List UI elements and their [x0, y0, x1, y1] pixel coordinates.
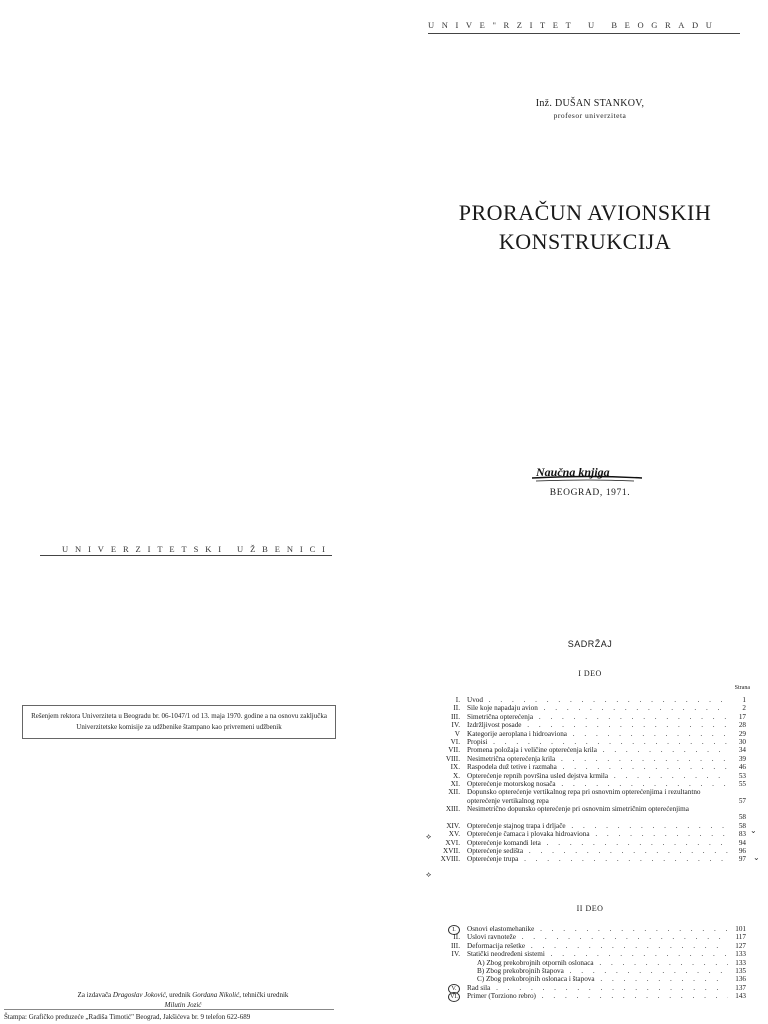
- toc-entry: [420, 959, 750, 967]
- toc-entry-title: Opterećenje motorskog nosača . . .: [467, 780, 728, 788]
- toc-entry-title: Opterećenje trupa . . .: [467, 855, 728, 863]
- toc-entry-page: 94: [738, 838, 746, 847]
- author-block: [490, 98, 690, 122]
- toc-entry: [420, 855, 750, 863]
- toc-entry-number: III.: [451, 941, 460, 950]
- toc-entry: [420, 755, 750, 763]
- toc-entry-page: 2: [742, 704, 746, 713]
- toc-entry-page: 55: [738, 779, 746, 788]
- margin-mark: ⟡: [426, 832, 432, 841]
- toc-entry: [420, 780, 750, 788]
- toc-entry-title: Opterećenje komandi leta . . .: [467, 839, 728, 847]
- toc-entry: [420, 772, 750, 780]
- toc-entry: [420, 950, 750, 958]
- author-name: Inž. DUŠAN STANKOV,: [535, 98, 645, 109]
- toc-entry-number: II.: [453, 933, 460, 942]
- toc-entry-number: X.: [453, 771, 460, 780]
- toc-entry-number: IX.: [450, 763, 460, 772]
- toc-entry-page: 46: [738, 763, 746, 772]
- toc-entry: [420, 805, 750, 822]
- toc-part1: [420, 696, 750, 864]
- toc-entry-title: Opterećenje stajnog trapa i drljače . . .: [467, 822, 728, 830]
- credits-name-3: Milutin Jozić: [164, 1001, 202, 1009]
- svg-text:Naučna knjiga: Naučna knjiga: [536, 465, 610, 479]
- toc-entry-page: 29: [738, 729, 746, 738]
- toc-entry: [420, 847, 750, 855]
- toc-entry-page: 117: [735, 933, 746, 942]
- place-year: BEOGRAD, 1971.: [549, 488, 631, 498]
- toc-entry: [420, 967, 750, 975]
- toc-entry-number: XVI.: [445, 838, 460, 847]
- toc-entry-number: IV.: [451, 950, 460, 959]
- toc-entry-title: Propisi . . .: [467, 738, 728, 746]
- toc-entry: [420, 763, 750, 771]
- author-role: profesor univerziteta: [553, 111, 627, 120]
- credits: [30, 990, 336, 1010]
- toc-entry-title: Nesimetrična opterećenja krila . . .: [467, 755, 728, 763]
- toc-entry-number: II.: [453, 704, 460, 713]
- toc-entry-title: A) Zbog prekobrojnih otpornih oslonaca . . .: [477, 959, 728, 967]
- toc-entry-number: V: [454, 729, 460, 738]
- toc-part2: [420, 925, 750, 1001]
- toc-entry-title: Rad sila . . .: [467, 984, 728, 992]
- toc-entry-title: Uvod . . .: [467, 696, 728, 704]
- toc-entry-page: 133: [735, 950, 746, 959]
- toc-entry-number: XVIII.: [440, 855, 460, 864]
- toc-entry-title: Kategorije aeroplana i hidroaviona . . .: [467, 730, 728, 738]
- toc-entry-page: 34: [738, 746, 746, 755]
- toc-entry-title: Osnovi elastomehanike . . .: [467, 925, 728, 933]
- toc-entry: [420, 830, 750, 838]
- toc-entry-page: 133: [735, 958, 746, 967]
- toc-entry: [420, 738, 750, 746]
- approval-box: [22, 705, 336, 739]
- toc-entry-title: Nesimetrično dopunsko opterećenje pri osnovnim simetričnim opterećenjima: [467, 805, 689, 814]
- toc-entry-title: Opterećenje čamaca i plovaka hidroaviona . . .: [467, 830, 728, 838]
- toc-entry-title: Raspodela duž tetive i razmaha . . .: [467, 763, 728, 771]
- toc-entry-page: 58: [738, 821, 746, 830]
- page-column-label: Strana: [734, 685, 750, 691]
- toc-entry-title: Opterećenje sedišta . . .: [467, 847, 728, 855]
- approval-text: Rešenjem rektora Univerziteta u Beogradu br. 06-1047/1 od 13. maja 1970. godine a na osnovu zaključka Univerzitetske komisije za udžbenike štampano kao privremeni udžbenik: [31, 712, 327, 731]
- toc-entry-page: 96: [738, 847, 746, 856]
- toc-entry-page: 1: [742, 695, 746, 704]
- toc-entry: [420, 721, 750, 729]
- toc-entry-title: C) Zbog prekobrojnih oslonaca i štapova . . .: [477, 975, 728, 983]
- credits-name-1: Dragoslav Joković: [112, 991, 166, 999]
- toc-title: SADRŽAJ: [567, 639, 613, 649]
- toc-entry-page: 30: [738, 737, 746, 746]
- book-title: [400, 198, 768, 256]
- toc-entry: [420, 992, 750, 1000]
- toc-entry: [420, 942, 750, 950]
- part2-title: II DEO: [576, 904, 604, 913]
- toc-entry-number: I.: [455, 696, 460, 704]
- toc-entry-title: B) Zbog prekobrojnih štapova . . .: [477, 967, 728, 975]
- title-line-1: PRORAČUN AVIONSKIH: [458, 200, 712, 225]
- part1-title: I DEO: [578, 669, 602, 678]
- toc-entry: [420, 839, 750, 847]
- toc-entry: [420, 704, 750, 712]
- toc-entry-page: 101: [735, 924, 746, 933]
- toc-entry-number: XIV.: [446, 821, 460, 830]
- series-rule: [40, 555, 332, 556]
- toc-entry: [420, 822, 750, 830]
- toc-entry-number: XI.: [450, 779, 460, 788]
- toc-entry: [420, 746, 750, 754]
- toc-entry-page: 137: [735, 983, 746, 992]
- toc-entry-page: 53: [738, 771, 746, 780]
- publisher-logo: [530, 462, 650, 484]
- toc-entry-title: Sile koje napadaju avion . . .: [467, 704, 728, 712]
- toc-entry: [420, 788, 750, 805]
- margin-mark: ⌄: [753, 853, 760, 862]
- series-header: UNIVERZITETSKI UŽBENICI: [62, 544, 332, 554]
- footer-rule: [4, 1009, 334, 1010]
- header-rule: [428, 33, 740, 34]
- printer-line: Štampa: Grafičko preduzeće „Radiša Timotić" Beograd, Jakšićeva br. 9 telefon 622-689: [4, 1013, 251, 1021]
- toc-entry-number: III.: [451, 712, 460, 721]
- toc-entry-page: 127: [735, 941, 746, 950]
- circled-number: VI.: [448, 992, 460, 1002]
- toc-entry-page: 57: [738, 796, 746, 805]
- credits-mid-1: , urednik: [165, 991, 191, 999]
- toc-entry-number: XVII.: [443, 847, 460, 856]
- toc-entry: [420, 933, 750, 941]
- toc-entry-page: 136: [735, 975, 746, 984]
- credits-prefix: Za izdavača: [77, 991, 112, 999]
- toc-entry-title: Statički neodređeni sistemi . . .: [467, 950, 728, 958]
- toc-entry: [420, 925, 750, 933]
- toc-entry: [420, 730, 750, 738]
- toc-entry-page: 58: [738, 813, 746, 822]
- toc-entry-number: IV.: [451, 721, 460, 730]
- toc-entry-number: VII.: [448, 746, 460, 755]
- toc-entry-title: Primer (Torziono rebro) . . .: [467, 992, 728, 1000]
- toc-entry-number: [420, 992, 460, 1002]
- toc-entry-title: Promena položaja i veličine opterećenja krila . . .: [467, 746, 728, 754]
- toc-entry: [420, 984, 750, 992]
- toc-entry-title: Opterećenje repnih površina usled dejstva krmila . . .: [467, 772, 728, 780]
- toc-entry-title: Dopunsko opterećenje vertikalnog repa pri osnovnim opterećenjima i rezultantno opterećenje vertikalnog repa: [467, 788, 701, 805]
- toc-entry-title: Izdržljivost posade . . .: [467, 721, 728, 729]
- margin-mark: ⟡: [426, 870, 432, 879]
- toc-entry-page: 97: [738, 855, 746, 864]
- toc-entry-page: 135: [735, 966, 746, 975]
- credits-mid-2: , tehnički urednik: [239, 991, 289, 999]
- toc-entry: [420, 713, 750, 721]
- toc-entry: [420, 696, 750, 704]
- toc-entry-number: XIII.: [445, 805, 460, 814]
- toc-entry-number: XII.: [448, 788, 460, 797]
- toc-entry-title: Simetrična opterećenja . . .: [467, 713, 728, 721]
- circled-number: I.: [448, 925, 460, 935]
- toc-entry-page: 39: [738, 754, 746, 763]
- toc-entry-page: 143: [735, 992, 746, 1001]
- circled-number: V.: [448, 984, 460, 994]
- margin-mark: ⌄: [750, 826, 757, 835]
- toc-entry-page: 28: [738, 721, 746, 730]
- toc-entry-page: 83: [738, 830, 746, 839]
- toc-entry-number: VIII.: [445, 754, 460, 763]
- university-header: UNIVE"RZITET U BEOGRADU: [428, 20, 720, 30]
- title-line-2: KONSTRUKCIJA: [498, 229, 672, 254]
- toc-entry-number: XV.: [448, 830, 460, 839]
- toc-entry-title: Uslovi ravnoteže . . .: [467, 933, 728, 941]
- toc-entry-page: 17: [738, 712, 746, 721]
- credits-name-2: Gordana Nikolić: [192, 991, 240, 999]
- toc-entry-number: VI.: [450, 737, 460, 746]
- toc-entry-title: Deformacija rešetke . . .: [467, 942, 728, 950]
- toc-entry: [420, 975, 750, 983]
